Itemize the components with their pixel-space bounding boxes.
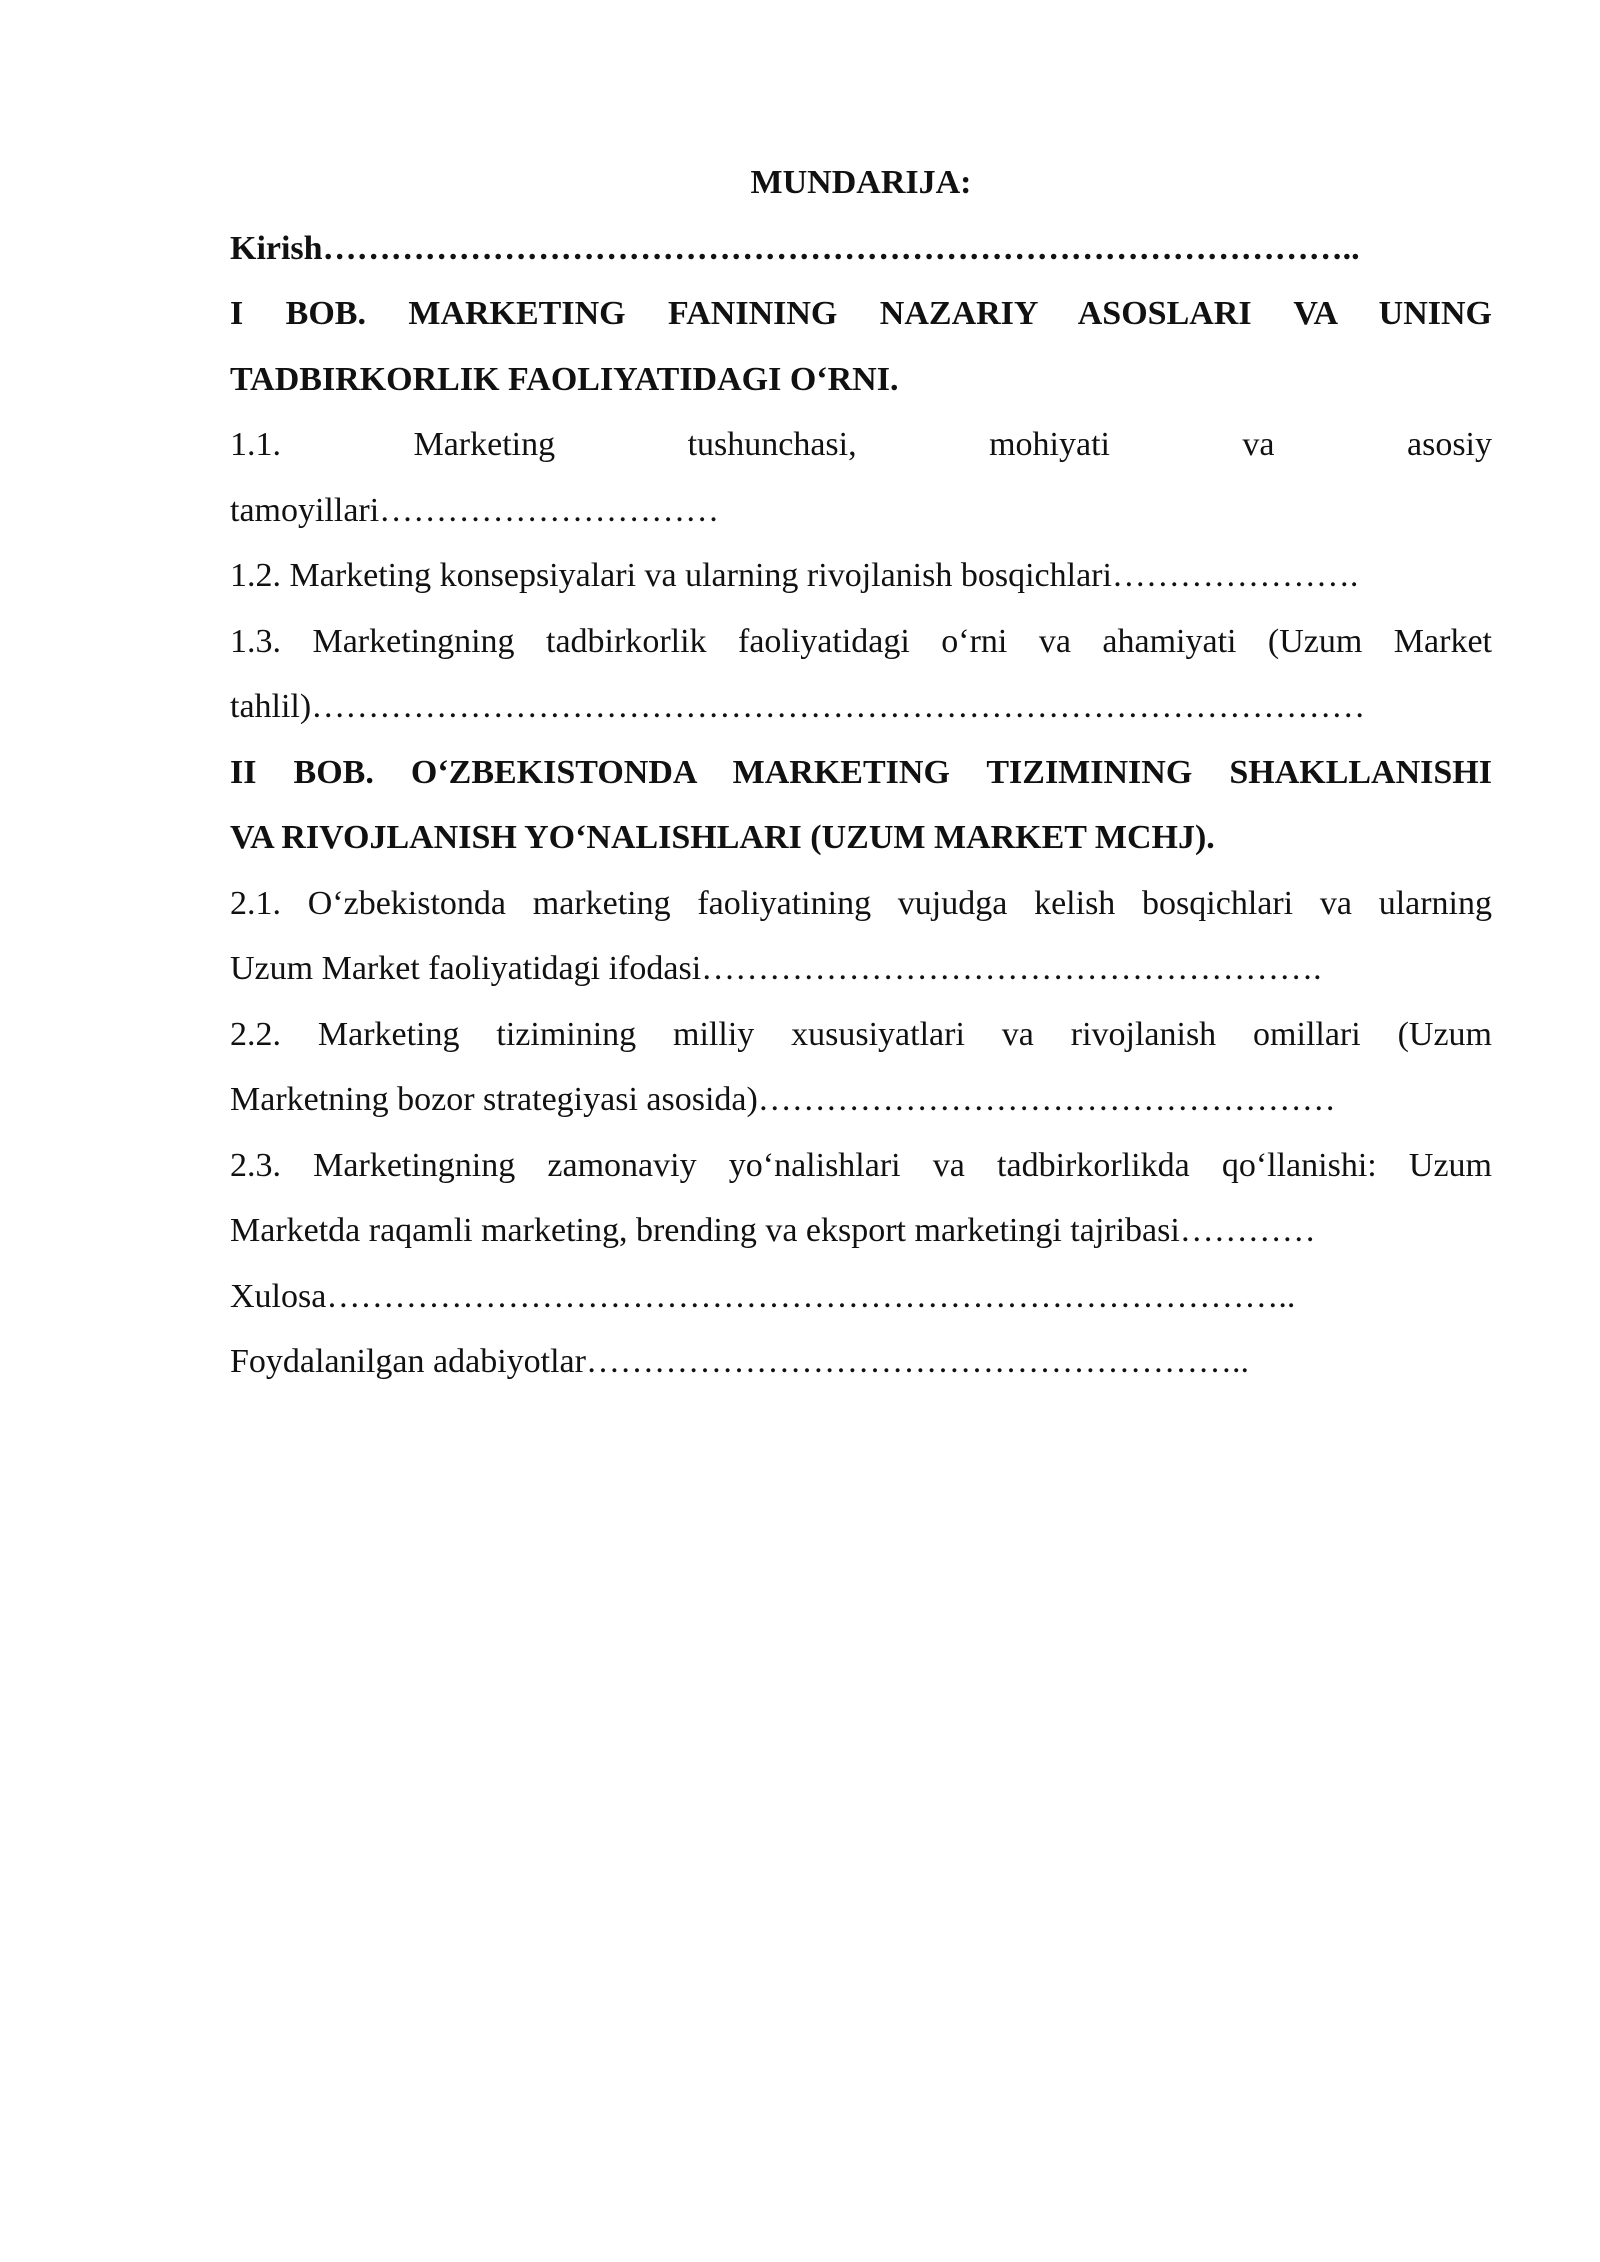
- toc-entry-line: Xulosa…………………………………………………………………………..: [230, 1277, 1296, 1315]
- toc-entry-line: Uzum Market faoliyatidagi ifodasi……………………………………………….: [230, 950, 1322, 987]
- toc-entry-1-1: [230, 412, 1492, 543]
- toc-entry-line: Kirish………………………………………………………………………………..: [230, 229, 1360, 267]
- toc-entry-chapter-2: [230, 740, 1492, 871]
- toc-entry-1-3: [230, 609, 1492, 740]
- toc-entry-line: 1.3. Marketingning tadbirkorlik faoliyatidagi o‘rni va ahamiyati (Uzum Market: [230, 622, 1492, 660]
- toc-title: MUNDARIJA:: [750, 164, 972, 201]
- toc-entry-line: VA RIVOJLANISH YO‘NALISHLARI (UZUM MARKET MCHJ).: [230, 819, 1215, 856]
- toc-entry-line: tamoyillari…………………………: [230, 491, 720, 529]
- toc-entry-line: 1.2. Marketing konsepsiyalari va ularning rivojlanish bosqichlari………………….: [230, 557, 1359, 594]
- toc-entry-line: 1.1. Marketing tushunchasi, mohiyati va asosiy: [230, 426, 1492, 463]
- toc-entry-intro: [230, 216, 1492, 282]
- toc-entry-line: tahlil)…………………………………………………………………………………: [230, 688, 1366, 725]
- toc-entry-references: [230, 1329, 1492, 1395]
- table-of-contents: [230, 150, 1492, 1395]
- toc-entry-2-3: [230, 1133, 1492, 1264]
- toc-entry-2-2: [230, 1002, 1492, 1133]
- toc-entry-line: I BOB. MARKETING FANINING NAZARIY ASOSLARI VA UNING: [230, 295, 1492, 332]
- toc-entry-2-1: [230, 871, 1492, 1002]
- toc-entry-1-2: [230, 543, 1492, 609]
- toc-entry-line: Marketning bozor strategiyasi asosida)……………………………………………: [230, 1081, 1336, 1118]
- toc-entry-line: Foydalanilgan adabiyotlar…………………………………………………..: [230, 1343, 1249, 1380]
- toc-entry-line: Marketda raqamli marketing, brending va eksport marketingi tajribasi…………: [230, 1212, 1316, 1249]
- toc-entry-line: II BOB. O‘ZBEKISTONDA MARKETING TIZIMINING SHAKLLANISHI: [230, 753, 1492, 791]
- toc-entry-line: 2.3. Marketingning zamonaviy yo‘nalishlari va tadbirkorlikda qo‘llanishi: Uzum: [230, 1146, 1492, 1184]
- toc-entry-line: 2.2. Marketing tizimining milliy xususiyatlari va rivojlanish omillari (Uzum: [230, 1015, 1492, 1053]
- toc-entry-chapter-1: [230, 281, 1492, 412]
- toc-entry-conclusion: [230, 1264, 1492, 1330]
- toc-entry-line: TADBIRKORLIK FAOLIYATIDAGI O‘RNI.: [230, 360, 899, 398]
- toc-entry-line: 2.1. O‘zbekistonda marketing faoliyatining vujudga kelish bosqichlari va ularning: [230, 884, 1492, 922]
